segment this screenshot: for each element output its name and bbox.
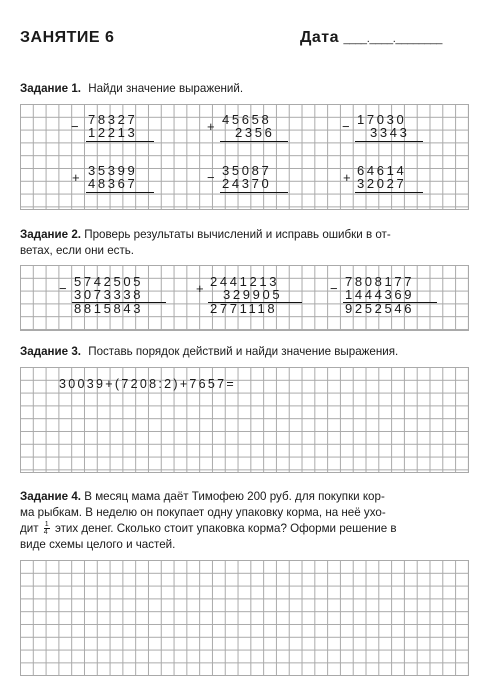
sum-line xyxy=(355,192,423,193)
task4-text xyxy=(20,489,480,553)
task3-label: Задание 3. xyxy=(20,345,81,358)
sum-line xyxy=(86,192,154,193)
plus-sign: + xyxy=(72,170,80,185)
operand-top: 35087 xyxy=(222,163,272,178)
task1-heading xyxy=(20,81,243,97)
one-quarter-fraction xyxy=(44,521,50,536)
operand-bottom: 3073338 xyxy=(74,287,144,302)
task3-text: Поставь порядок действий и найди значение выражения. xyxy=(88,345,399,358)
sum-line xyxy=(220,141,288,142)
operand-top: 2441213 xyxy=(210,274,280,289)
task2-label: Задание 2. xyxy=(20,228,81,241)
operand-bottom: 3343 xyxy=(370,125,410,140)
operand-bottom: 32027 xyxy=(357,176,407,191)
fraction-denominator: 4 xyxy=(43,529,48,537)
task3-heading xyxy=(20,344,398,360)
plus-sign: + xyxy=(343,170,351,185)
operand-top: 5742505 xyxy=(74,274,144,289)
task1-text: Найди значение выражений. xyxy=(88,82,244,95)
task4-line1-text: В месяц мама даёт Тимофею 200 руб. для покупки кор- xyxy=(84,490,385,503)
minus-sign: − xyxy=(59,281,67,296)
task4-line1 xyxy=(20,489,480,505)
date-field xyxy=(300,29,442,47)
task2-heading xyxy=(20,227,480,243)
task4-line3 xyxy=(20,521,480,537)
operand-top: 64614 xyxy=(357,163,407,178)
operand-top: 45658 xyxy=(222,112,272,127)
minus-sign: − xyxy=(330,281,338,296)
plus-sign: + xyxy=(207,119,215,134)
operand-top: 35399 xyxy=(88,163,138,178)
task4-line3-end: этих денег. Сколько стоит упаковка корма? Оформи решение в xyxy=(54,522,397,535)
task2-text-line2: ветах, если они есть. xyxy=(20,244,135,257)
operand-bottom: 1444369 xyxy=(345,287,415,302)
sum-line xyxy=(355,141,423,142)
minus-sign: − xyxy=(71,119,79,134)
result: 2771118 xyxy=(210,301,278,316)
plus-sign: + xyxy=(196,281,204,296)
operand-bottom: 2356 xyxy=(235,125,275,140)
operand-top: 17030 xyxy=(357,112,407,127)
operand-bottom: 12213 xyxy=(88,125,138,140)
operand-bottom: 24370 xyxy=(222,176,272,191)
task1-label: Задание 1. xyxy=(20,82,81,95)
task2-text-line1: Проверь результаты вычислений и исправь ошибки в от- xyxy=(84,228,391,241)
operand-bottom: 48367 xyxy=(88,176,138,191)
operand-top: 7808177 xyxy=(345,274,415,289)
date-blank[interactable]: ____.____.________ xyxy=(343,33,443,45)
task4-line4: виде схемы целого и частей. xyxy=(20,538,176,551)
lesson-title: ЗАНЯТИЕ 6 xyxy=(20,29,115,46)
sum-line xyxy=(86,141,154,142)
minus-sign: − xyxy=(342,119,350,134)
task4-label: Задание 4. xyxy=(20,490,81,503)
sum-line xyxy=(220,192,288,193)
fraction-numerator: 1 xyxy=(44,521,49,529)
result: 8815843 xyxy=(74,301,144,316)
task4-grid[interactable] xyxy=(20,560,469,676)
task4-line2: ма рыбкам. В неделю он покупает одну упаковку корма, на неё ухо- xyxy=(20,506,386,519)
operand-top: 78327 xyxy=(88,112,138,127)
date-label: Дата xyxy=(300,29,340,46)
result: 9252546 xyxy=(345,301,415,316)
minus-sign: − xyxy=(207,170,215,185)
task4-line3-start: дит xyxy=(20,522,39,535)
task3-expression: 30039+(7208:2)+7657= xyxy=(59,377,237,391)
operand-bottom: 329905 xyxy=(223,287,283,302)
